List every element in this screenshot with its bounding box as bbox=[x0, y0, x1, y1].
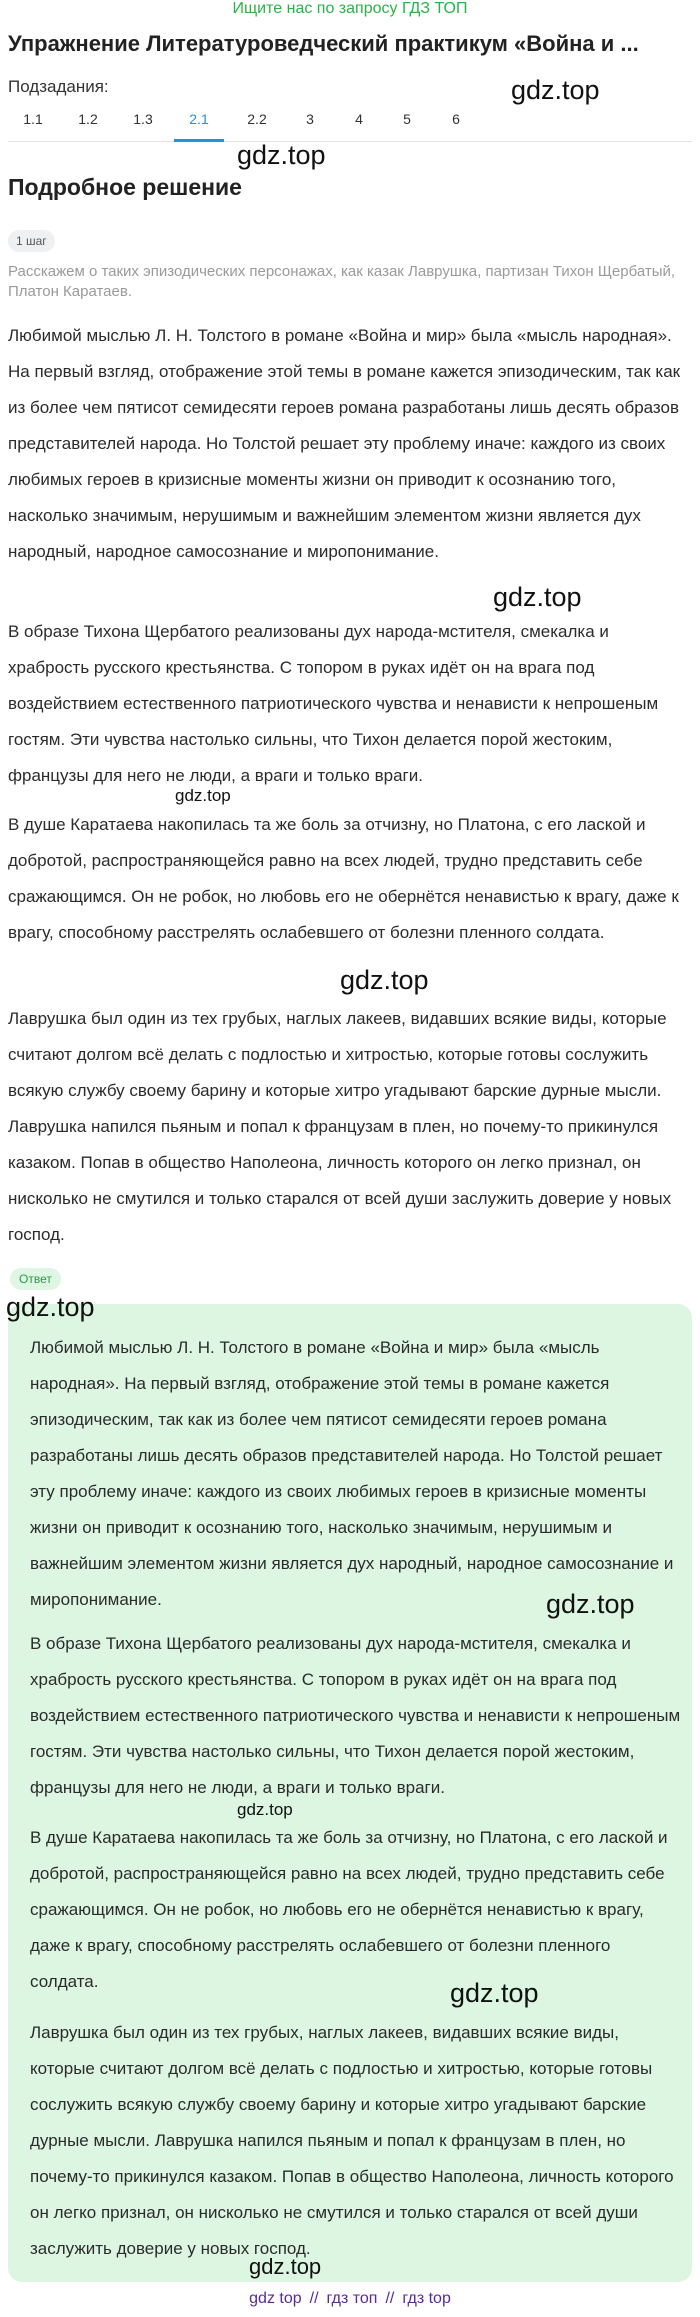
footer-link[interactable]: гдз топ bbox=[326, 2290, 378, 2307]
watermark: gdz.top bbox=[237, 140, 326, 170]
solution-paragraph: Любимой мыслью Л. Н. Толстого в романе «Война и мир» была «мысль народная». На первый взгляд, отображение этой темы в романе кажется эпизодическим, так как из более чем пятисот семидесяти героев романа разработаны лишь десять образов представителей народа. Но Толстой решает эту проблему иначе: каждого из своих любимых героев в кризисные моменты жизни он приводит к осознанию того, насколько значимым, нерушимым и важнейшим элементом жизни является дух народный, народное самосознание и миропонимание. bbox=[8, 326, 681, 561]
watermark: gdz.top bbox=[249, 2254, 322, 2279]
footer-link[interactable]: gdz top bbox=[249, 2290, 302, 2307]
page-title: Упражнение Литературоведческий практикум «Война и ... bbox=[8, 31, 639, 56]
watermark: gdz.top bbox=[493, 582, 582, 612]
solution-paragraph: В душе Каратаева накопилась та же боль за отчизну, но Платона, с его лаской и добротой, распространяющейся равно на всех людей, трудно представить себе сражающимся. Он не робок, но любовь его не обернётся ненавистью к врагу, даже к врагу, способному расстрелять ослабевшего от болезни пленного солдата. bbox=[8, 815, 679, 942]
watermark: gdz.top bbox=[6, 1292, 95, 1322]
answer-paragraph: В душе Каратаева накопилась та же боль за отчизну, но Платона, с его лаской и добротой, распространяющейся равно на всех людей, трудно представить себе сражающимся. Он не робок, но любовь его не обернётся ненавистью к врагу, даже к врагу, способному расстрелять ослабевшего от болезни пленного солдата. bbox=[30, 1828, 668, 1991]
answer-paragraph: Любимой мыслью Л. Н. Толстого в романе «Война и мир» была «мысль народная». На первый взгляд, отображение этой темы в романе кажется эпизодическим, так как из более чем пятисот семидесяти героев романа разработаны лишь десять образов представителей народа. Но Толстой решает эту проблему иначе: каждого из своих любимых героев в кризисные моменты жизни он приводит к осознанию того, насколько значимым, нерушимым и важнейшим элементом жизни является дух народный, народное самосознание и миропонимание. bbox=[30, 1338, 674, 1609]
footer-separator: // bbox=[309, 2290, 319, 2307]
tab-3[interactable]: 3 bbox=[306, 111, 314, 127]
footer-separator: // bbox=[385, 2290, 395, 2307]
tab-2-2[interactable]: 2.2 bbox=[247, 111, 267, 127]
step-badge: 1 шаг bbox=[8, 230, 55, 252]
watermark: gdz.top bbox=[237, 1800, 293, 1819]
subtask-tabs bbox=[8, 104, 692, 142]
solution-paragraph: Лаврушка был один из тех грубых, наглых лакеев, видавших всякие виды, которые считают долгом всё делать с подлостью и хитростью, которые готовы сослужить всякую службу своему барину и которые хитро угадывают барские дурные мысли. Лаврушка напился пьяным и попал к французам в плен, но почему-то прикинулся казаком. Попав в общество Наполеона, личность которого он легко признал, он нисколько не смутился и только старался от всей души заслужить доверие у новых господ. bbox=[8, 1009, 672, 1244]
tab-1-1[interactable]: 1.1 bbox=[23, 111, 43, 127]
watermark: gdz.top bbox=[511, 75, 600, 105]
solution-heading: Подробное решение bbox=[8, 174, 242, 200]
footer-links bbox=[0, 2290, 700, 2308]
tab-1-3[interactable]: 1.3 bbox=[133, 111, 153, 127]
solution-lead: Расскажем о таких эпизодических персонажах, как казак Лаврушка, партизан Тихон Щербатый, Платон Каратаев. bbox=[8, 263, 676, 300]
watermark: gdz.top bbox=[546, 1589, 635, 1619]
watermark: gdz.top bbox=[175, 786, 231, 805]
tab-5[interactable]: 5 bbox=[403, 111, 411, 127]
subtasks-label: Подзадания: bbox=[8, 77, 109, 96]
answer-paragraph: В образе Тихона Щербатого реализованы дух народа-мстителя, смекалка и храбрость русского крестьянства. С топором в руках идёт он на врага под воздействием естественного патриотического чувства и ненависти к непрошеным гостям. Эти чувства настолько сильны, что Тихон делается порой жестоким, французы для него не люди, а враги и только враги. bbox=[30, 1634, 681, 1797]
answer-badge: Ответ bbox=[10, 1268, 61, 1290]
footer-link[interactable]: гдз top bbox=[402, 2290, 451, 2307]
watermark: gdz.top bbox=[340, 965, 429, 995]
answer-paragraph: Лаврушка был один из тех грубых, наглых лакеев, видавших всякие виды, которые считают долгом всё делать с подлостью и хитростью, которые готовы сослужить всякую службу своему барину и которые хитро угадывают барские дурные мысли. Лаврушка напился пьяным и попал к французам в плен, но почему-то прикинулся казаком. Попав в общество Наполеона, личность которого он легко признал, он нисколько не смутился и только старался от всей души заслужить доверие у новых господ. bbox=[30, 2023, 674, 2258]
solution-paragraph: В образе Тихона Щербатого реализованы дух народа-мстителя, смекалка и храбрость русского крестьянства. С топором в руках идёт он на врага под воздействием естественного патриотического чувства и ненависти к непрошеным гостям. Эти чувства настолько сильны, что Тихон делается порой жестоким, французы для него не люди, а враги и только враги. bbox=[8, 622, 659, 785]
tab-4[interactable]: 4 bbox=[355, 111, 363, 127]
tab-6[interactable]: 6 bbox=[452, 111, 460, 127]
tab-1-2[interactable]: 1.2 bbox=[78, 111, 98, 127]
watermark: gdz.top bbox=[450, 1978, 539, 2008]
tab-2-1[interactable]: 2.1 bbox=[174, 104, 224, 142]
top-banner: Ищите нас по запросу ГДЗ ТОП bbox=[232, 0, 468, 17]
